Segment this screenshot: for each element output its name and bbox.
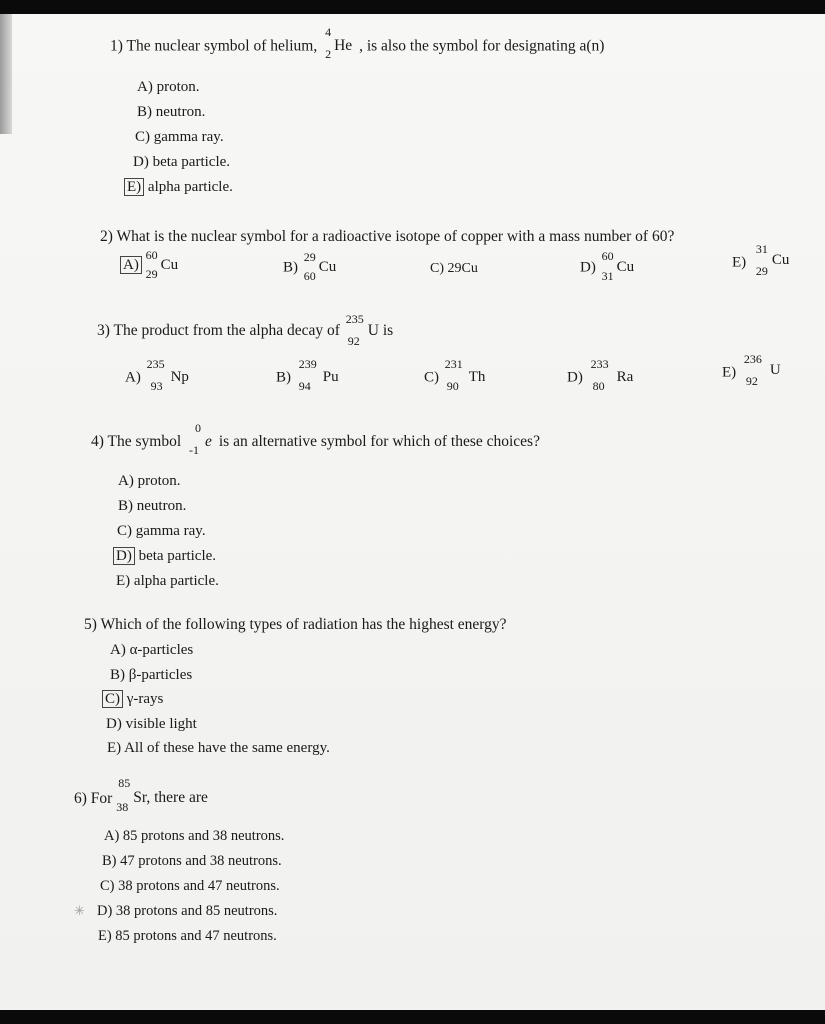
- q6-option-b: B) 47 protons and 38 neutrons.: [102, 853, 282, 869]
- q5-option-c: [102, 692, 163, 707]
- q3-prefix: 3) The product from the alpha decay of: [97, 322, 340, 339]
- q3-option-c-symbol: 231 90 Th: [444, 357, 486, 393]
- q5-option-b: B) β-particles: [110, 667, 193, 683]
- top-black-bar: [0, 0, 825, 14]
- q5-stem: 5) Which of the following types of radiation has the highest energy?: [84, 616, 507, 633]
- q1-helium-symbol: [321, 25, 359, 61]
- q4-prefix: 4) The symbol: [91, 433, 182, 450]
- q4-option-c: C) gamma ray.: [117, 523, 206, 539]
- q2-option-e: E) 31 29 Cu: [732, 242, 790, 278]
- q2-option-d: D) 60 31 Cu: [580, 260, 638, 276]
- q4-option-b: B) neutron.: [118, 498, 187, 514]
- q6-stem: [74, 776, 236, 815]
- q4-option-a: A) proton.: [118, 473, 181, 489]
- q3-option-b-symbol: 239 94 Pu: [298, 357, 339, 393]
- q2-option-a-symbol: 60 29 Cu: [145, 248, 179, 281]
- paper-edge-shadow: [0, 14, 12, 134]
- q2-option-e-symbol: 31 29 Cu: [755, 242, 790, 278]
- q6-prefix: 6) For: [74, 790, 113, 807]
- q4-stem: [91, 421, 540, 458]
- q2-option-c: C) 29Cu: [430, 261, 478, 276]
- q3-option-e: E) 236 92 U: [722, 365, 788, 381]
- q6-strontium-symbol: 85 38 Sr, there are: [116, 776, 208, 815]
- q5-option-d: D) visible light: [106, 716, 197, 732]
- q4-electron-symbol: 0 -1 e: [189, 421, 212, 458]
- q4-option-d-text: beta particle.: [134, 548, 217, 564]
- q3-option-b: B) 239 94 Pu: [276, 370, 343, 386]
- q1-option-c: C) gamma ray.: [135, 129, 224, 145]
- q1-option-d: D) beta particle.: [133, 154, 231, 170]
- q6-option-d: D) 38 protons and 85 neutrons.: [97, 903, 278, 919]
- q5-option-a: A) α-particles: [110, 642, 194, 658]
- q3-option-a-symbol: 235 93 Np: [146, 357, 189, 393]
- q1-option-a: A) proton.: [137, 79, 200, 95]
- q4-suffix: is an alternative symbol for which of these choices?: [218, 433, 540, 450]
- q3-uranium-symbol: 235 92 U is: [345, 312, 394, 349]
- q6-option-c: C) 38 protons and 47 neutrons.: [100, 878, 280, 894]
- q1-option-b: B) neutron.: [137, 104, 206, 120]
- q3-option-e-symbol: 236 92 U: [743, 352, 781, 388]
- bottom-black-bar: [0, 1010, 825, 1024]
- q3-option-d: D) 233 80 Ra: [567, 357, 634, 393]
- q2-option-a: [120, 248, 184, 281]
- q1-option-e-text: alpha particle.: [147, 179, 233, 195]
- q4-answer-box: D): [113, 547, 135, 565]
- q4-option-d: [113, 549, 216, 564]
- q2-stem: 2) What is the nuclear symbol for a radioactive isotope of copper with a mass number of 60?: [100, 228, 675, 245]
- q1-mass-number: 4: [325, 25, 332, 39]
- q3-option-d-symbol: 233 80 Ra: [590, 357, 634, 393]
- q1-answer-box: E): [124, 178, 144, 196]
- q3-option-c: C) 231 90 Th: [424, 370, 491, 386]
- q5-answer-box: C): [102, 690, 123, 708]
- q1-suffix: , is also the symbol for designating a(n): [359, 37, 605, 55]
- q5-option-c-text: γ-rays: [123, 691, 164, 707]
- q1-atomic-number: 2: [325, 47, 332, 61]
- q1-option-e: [124, 180, 233, 195]
- q3-option-a: A) 235 93 Np: [125, 370, 193, 386]
- q2-answer-box: A): [120, 256, 142, 274]
- q6-option-a: A) 85 protons and 38 neutrons.: [104, 828, 285, 844]
- q5-option-e: E) All of these have the same energy.: [107, 740, 330, 756]
- q2-option-b-symbol: 29 60 Cu: [303, 250, 337, 283]
- q1-stem: [110, 25, 605, 61]
- q6-option-e: E) 85 protons and 47 neutrons.: [98, 928, 277, 944]
- q1-prefix: 1) The nuclear symbol of helium,: [110, 37, 318, 55]
- q1-element: He: [334, 37, 353, 54]
- q2-option-d-symbol: 60 31 Cu: [601, 249, 635, 283]
- q4-option-e: E) alpha particle.: [116, 573, 219, 589]
- q2-option-b: B) 29 60 Cu: [283, 260, 340, 276]
- q6-pencil-mark: ✳: [74, 903, 85, 918]
- q3-stem: [97, 312, 400, 349]
